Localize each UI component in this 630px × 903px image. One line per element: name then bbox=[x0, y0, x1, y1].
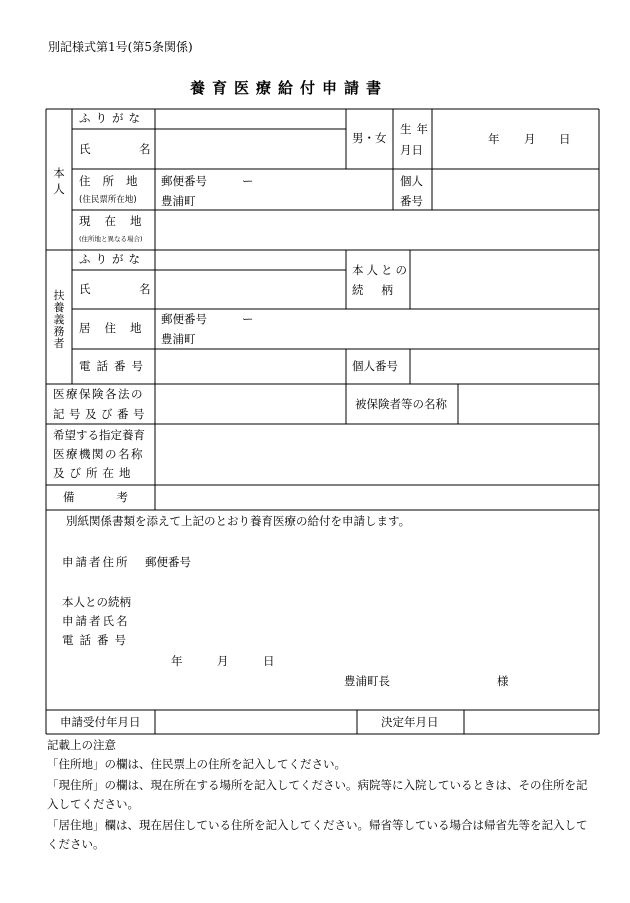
self-current-note: (住所地と異なる場合) bbox=[79, 235, 143, 243]
birth-label-top: 生年 bbox=[400, 122, 433, 136]
applicant-postal-label: 郵便番号 bbox=[145, 555, 191, 569]
guardian-name-label-1: 氏 bbox=[79, 282, 91, 296]
guardian-relation-label-top: 本人との bbox=[352, 263, 410, 277]
guardian-phone-label: 電話番号 bbox=[79, 359, 149, 373]
institution-label-3: 及び所在地 bbox=[53, 466, 136, 480]
self-current-label: 現在地 bbox=[79, 214, 156, 228]
mayor-label: 豊浦町長 bbox=[344, 674, 390, 688]
remarks-label: 備考 bbox=[63, 490, 170, 504]
insured-name-label: 被保険者等の名称 bbox=[355, 397, 447, 411]
birth-year-unit: 年 bbox=[488, 132, 500, 146]
received-date-label: 申請受付年月日 bbox=[60, 715, 141, 729]
note-1: 「住所地」の欄は、住民票上の住所を記入してください。 bbox=[47, 757, 346, 771]
self-furigana-label: ふりがな bbox=[79, 111, 145, 125]
notes-heading: 記載上の注意 bbox=[47, 738, 116, 752]
applicant-relation-label: 本人との続柄 bbox=[62, 595, 131, 609]
self-mynumber-label-top: 個人 bbox=[400, 174, 423, 188]
guardian-postal-dash: ー bbox=[242, 312, 254, 326]
applicant-phone-label: 電話番号 bbox=[62, 633, 132, 647]
self-address-note: (住民票所在地) bbox=[79, 195, 137, 205]
form-reference: 別記様式第1号(第5条関係) bbox=[48, 40, 193, 54]
insurance-label-bottom: 記号及び番号 bbox=[53, 407, 149, 421]
guardian-town: 豊浦町 bbox=[161, 332, 196, 346]
insurance-label-top: 医療保険各法の bbox=[53, 387, 144, 401]
self-town: 豊浦町 bbox=[161, 194, 196, 208]
note-3-line-2: ください。 bbox=[47, 837, 105, 851]
birth-month-unit: 月 bbox=[524, 132, 536, 146]
note-2-line-1: 「現住所」の欄は、現在所在する場所を記入してください。病院等に入院しているときは、その住所を記 bbox=[47, 778, 588, 792]
birth-day-unit: 日 bbox=[559, 132, 571, 146]
self-name-label-2: 名 bbox=[139, 142, 151, 156]
declaration-day-unit: 日 bbox=[263, 654, 275, 668]
decided-date-label: 決定年月日 bbox=[381, 715, 439, 729]
declaration-statement: 別紙関係書類を添えて上記のとおり養育医療の給付を申請します。 bbox=[66, 514, 411, 528]
applicant-name-label: 申請者氏名 bbox=[62, 614, 130, 628]
declaration-year-unit: 年 bbox=[171, 654, 183, 668]
guardian-name-label-2: 名 bbox=[139, 282, 151, 296]
applicant-address-label: 申請者住所 bbox=[62, 555, 130, 569]
guardian-furigana-label: ふりがな bbox=[79, 252, 145, 266]
declaration-month-unit: 月 bbox=[217, 654, 229, 668]
note-2-line-2: 入してください。 bbox=[47, 797, 139, 811]
self-postal-label: 郵便番号 bbox=[161, 174, 207, 188]
self-mynumber-label-bottom: 番号 bbox=[400, 194, 423, 208]
note-3-line-1: 「居住地」欄は、現在居住している住所を記入してください。帰省等している場合は帰省先等を記入して bbox=[47, 818, 588, 832]
institution-label-2: 医療機関の名称 bbox=[53, 447, 144, 461]
guardian-relation-label-bottom: 続柄 bbox=[352, 283, 411, 297]
guardian-residence-label: 居住地 bbox=[79, 321, 156, 335]
birth-label-bottom: 月日 bbox=[400, 143, 423, 157]
guardian-section-label: 扶養義務者 bbox=[53, 289, 65, 350]
self-address-label: 住所地 bbox=[79, 174, 150, 188]
sex-label: 男・女 bbox=[352, 131, 387, 145]
guardian-mynumber-label: 個人番号 bbox=[352, 359, 398, 373]
self-section-label: 本人 bbox=[53, 166, 65, 196]
guardian-postal-label: 郵便番号 bbox=[161, 312, 207, 326]
honorific-label: 様 bbox=[497, 674, 509, 688]
self-postal-dash: ー bbox=[242, 174, 254, 188]
form-title: 養育医療給付申請書 bbox=[190, 79, 389, 97]
institution-label-1: 希望する指定養育 bbox=[53, 428, 145, 442]
self-name-label-1: 氏 bbox=[79, 142, 91, 156]
